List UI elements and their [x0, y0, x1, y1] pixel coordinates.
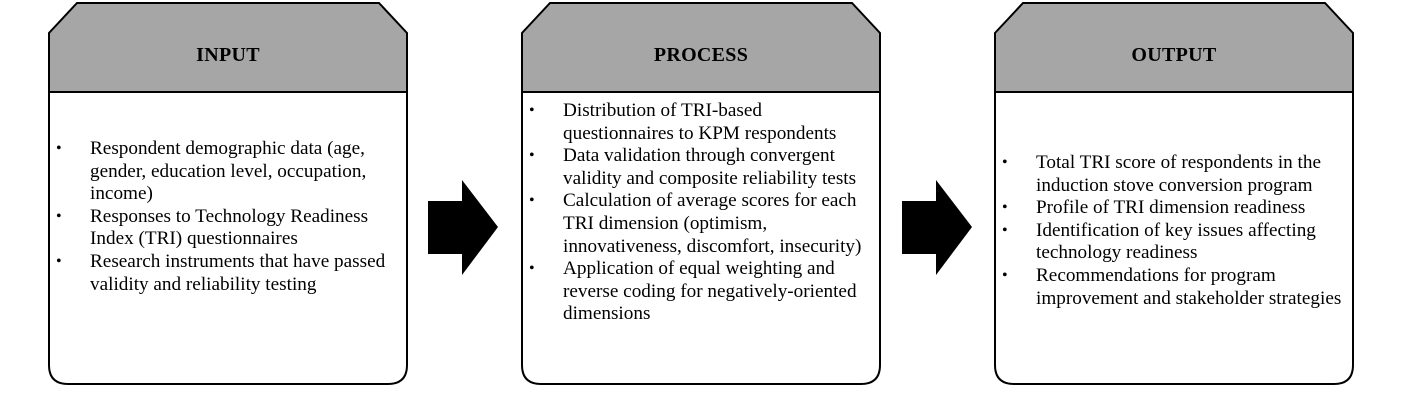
list-item	[50, 251, 400, 296]
list-item-text: Recommendations for program improvement and stakeholder strategies	[1036, 264, 1342, 309]
list-item	[523, 190, 875, 258]
bullet-icon: •	[1002, 221, 1008, 239]
list-item-text: Distribution of TRI-based questionnaires to KPM respondents	[563, 100, 837, 144]
bullet-icon: •	[56, 207, 62, 225]
stage-output	[992, 0, 1356, 412]
list-item-text: Calculation of average scores for each TRI dimension (optimism, innovativeness, discomfort, insecurity)	[563, 190, 862, 257]
list-item	[523, 100, 875, 145]
list-item	[523, 145, 875, 190]
list-item	[996, 197, 1348, 220]
bullet-icon: •	[529, 260, 535, 278]
bullet-icon: •	[56, 252, 62, 270]
list-item	[50, 206, 400, 251]
right-block-arrow-icon	[902, 180, 972, 275]
list-item-text: Respondent demographic data (age, gender, education level, occupation, income)	[90, 138, 367, 205]
list-item	[996, 152, 1348, 197]
stage-process-title: PROCESS	[653, 44, 749, 66]
stage-output-list	[996, 152, 1348, 310]
stage-input	[46, 0, 410, 412]
list-item-text: Application of equal weighting and reverse coding for negatively-oriented dimensions	[563, 258, 857, 325]
list-item-text: Data validation through convergent validity and composite reliability tests	[563, 145, 857, 189]
stage-input-list	[50, 138, 400, 296]
stage-input-title: INPUT	[196, 44, 260, 66]
list-item	[523, 258, 875, 326]
stage-process	[519, 0, 883, 412]
stage-process-list	[523, 100, 875, 326]
list-item-text: Responses to Technology Readiness Index (TRI) questionnaires	[90, 205, 369, 250]
bullet-icon: •	[529, 192, 535, 210]
bullet-icon: •	[529, 102, 535, 119]
right-block-arrow-icon	[428, 180, 498, 275]
list-item	[996, 265, 1348, 310]
list-item-text: Profile of TRI dimension readiness	[1036, 197, 1306, 219]
list-item-text: Total TRI score of respondents in the induction stove conversion program	[1036, 152, 1321, 196]
stage-output-title: OUTPUT	[1131, 44, 1217, 66]
list-item-text: Research instruments that have passed validity and reliability testing	[90, 250, 386, 295]
bullet-icon: •	[1002, 266, 1008, 284]
bullet-icon: •	[1002, 154, 1008, 171]
list-item	[996, 220, 1348, 265]
bullet-icon: •	[1002, 199, 1008, 217]
list-item-text: Identification of key issues affecting technology readiness	[1036, 219, 1316, 264]
list-item	[50, 138, 400, 206]
bullet-icon: •	[56, 140, 62, 157]
bullet-icon: •	[529, 147, 535, 165]
